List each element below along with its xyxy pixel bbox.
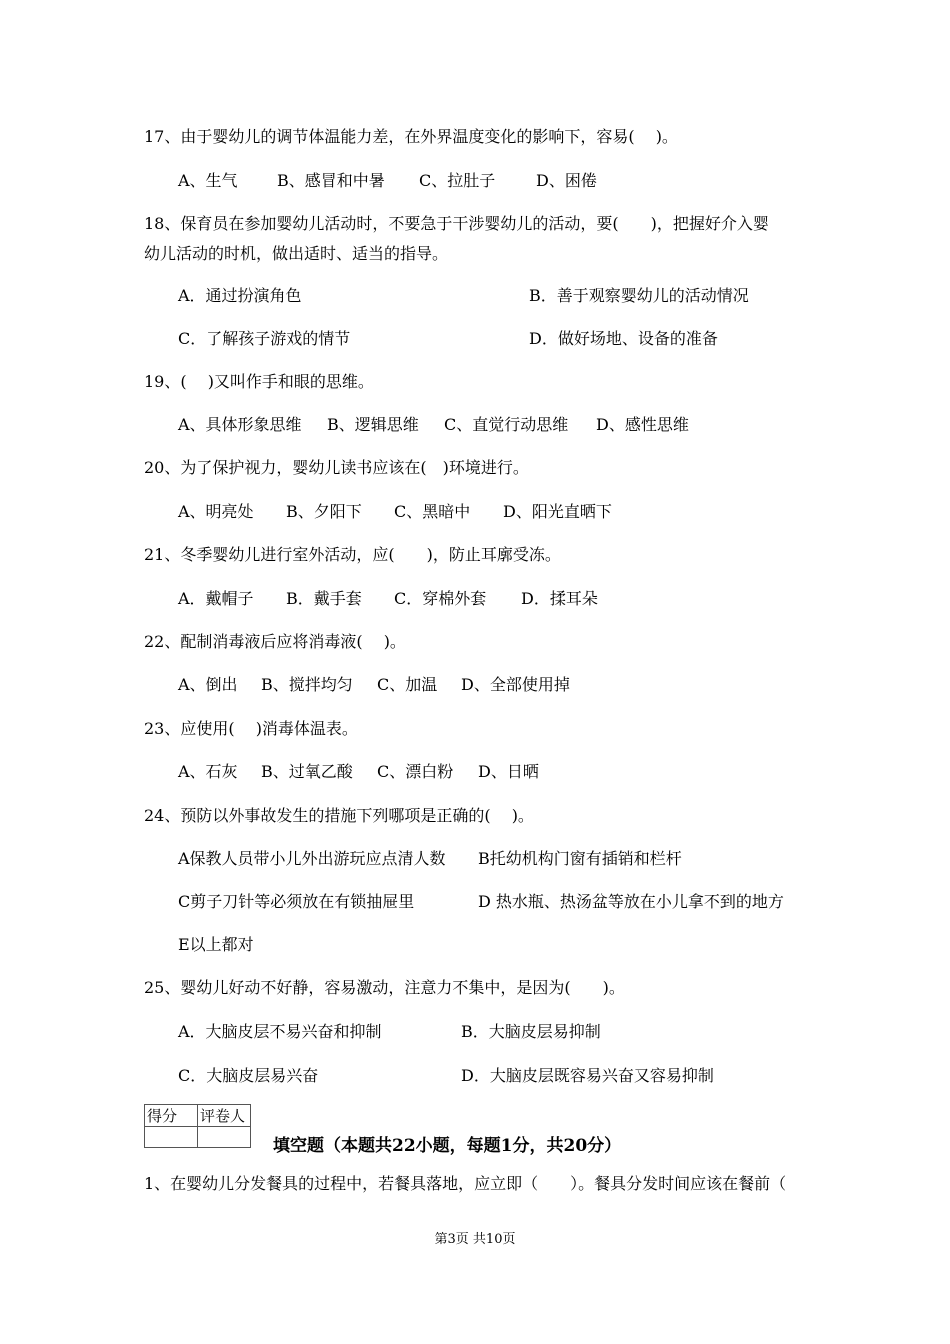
option-d: D．揉耳朵 xyxy=(521,589,598,608)
question-stem: 20、为了保护视力，婴幼儿读书应该在( )环境进行。 xyxy=(144,458,529,477)
option-d: D 热水瓶、热汤盆等放在小儿拿不到的地方 xyxy=(478,892,784,911)
question-stem: 18、保育员在参加婴幼儿活动时，不要急于干涉婴幼儿的活动，要( )，把握好介入婴 xyxy=(144,214,769,233)
question-stem: 21、冬季婴幼儿进行室外活动，应( )，防止耳廓受冻。 xyxy=(144,545,561,564)
option-b: B．善于观察婴幼儿的活动情况 xyxy=(529,286,749,305)
option-a: A、石灰 xyxy=(178,762,238,781)
option-c: C、漂白粉 xyxy=(377,762,454,781)
option-a: A保教人员带小儿外出游玩应点清人数 xyxy=(178,849,446,868)
option-a: A、生气 xyxy=(178,171,238,190)
question-stem: 23、应使用( )消毒体温表。 xyxy=(144,719,358,738)
option-c: C、加温 xyxy=(377,675,438,694)
option-c: C．了解孩子游戏的情节 xyxy=(178,329,351,348)
option-c: C、黑暗中 xyxy=(394,502,471,521)
option-d: D、全部使用掉 xyxy=(461,675,570,694)
option-d: D、困倦 xyxy=(536,171,597,190)
question-stem: 24、预防以外事故发生的措施下列哪项是正确的( )。 xyxy=(144,806,534,825)
option-e: E以上都对 xyxy=(178,935,254,954)
option-b: B托幼机构门窗有插销和栏杆 xyxy=(478,849,682,868)
option-b: B、搅拌均匀 xyxy=(261,675,353,694)
option-d: D．做好场地、设备的准备 xyxy=(529,329,718,348)
option-b: B．戴手套 xyxy=(286,589,362,608)
score-cell xyxy=(145,1127,198,1148)
score-label: 得分 xyxy=(145,1105,198,1127)
option-a: A、明亮处 xyxy=(178,502,254,521)
option-d: D．大脑皮层既容易兴奋又容易抑制 xyxy=(461,1066,714,1085)
option-d: D、感性思维 xyxy=(596,415,689,434)
option-b: B、感冒和中暑 xyxy=(277,171,385,190)
option-a: A．大脑皮层不易兴奋和抑制 xyxy=(178,1022,382,1041)
option-c: C、直觉行动思维 xyxy=(444,415,569,434)
question-stem: 22、配制消毒液后应将消毒液( )。 xyxy=(144,632,406,651)
page-footer: 第3页 共10页 xyxy=(434,1232,516,1247)
question-stem-cont: 幼儿活动的时机，做出适时、适当的指导。 xyxy=(144,244,449,263)
option-c: C剪子刀针等必须放在有锁抽屉里 xyxy=(178,892,415,911)
option-c: C．大脑皮层易兴奋 xyxy=(178,1066,319,1085)
option-a: A、具体形象思维 xyxy=(178,415,302,434)
option-b: B、过氧乙酸 xyxy=(261,762,353,781)
option-a: A．戴帽子 xyxy=(178,589,254,608)
option-d: D、日晒 xyxy=(478,762,539,781)
question-stem: 17、由于婴幼儿的调节体温能力差，在外界温度变化的影响下，容易( )。 xyxy=(144,127,678,146)
option-b: B、逻辑思维 xyxy=(327,415,419,434)
option-a: A．通过扮演角色 xyxy=(178,286,302,305)
fill-question-1: 1、在婴幼儿分发餐具的过程中，若餐具落地，应立即（ ）。餐具分发时间应该在餐前（ xyxy=(144,1174,787,1193)
score-table xyxy=(144,1104,251,1148)
option-a: A、倒出 xyxy=(178,675,238,694)
option-b: B．大脑皮层易抑制 xyxy=(461,1022,601,1041)
option-c: C、拉肚子 xyxy=(419,171,496,190)
question-stem: 19、( )又叫作手和眼的思维。 xyxy=(144,372,374,391)
question-stem: 25、婴幼儿好动不好静，容易激动，注意力不集中，是因为( )。 xyxy=(144,978,625,997)
option-c: C．穿棉外套 xyxy=(394,589,487,608)
option-d: D、阳光直晒下 xyxy=(503,502,612,521)
option-b: B、夕阳下 xyxy=(286,502,362,521)
grader-cell xyxy=(198,1127,251,1148)
grader-label: 评卷人 xyxy=(198,1105,251,1127)
section-title: 填空题（本题共22小题，每题1分，共20分） xyxy=(273,1136,622,1156)
